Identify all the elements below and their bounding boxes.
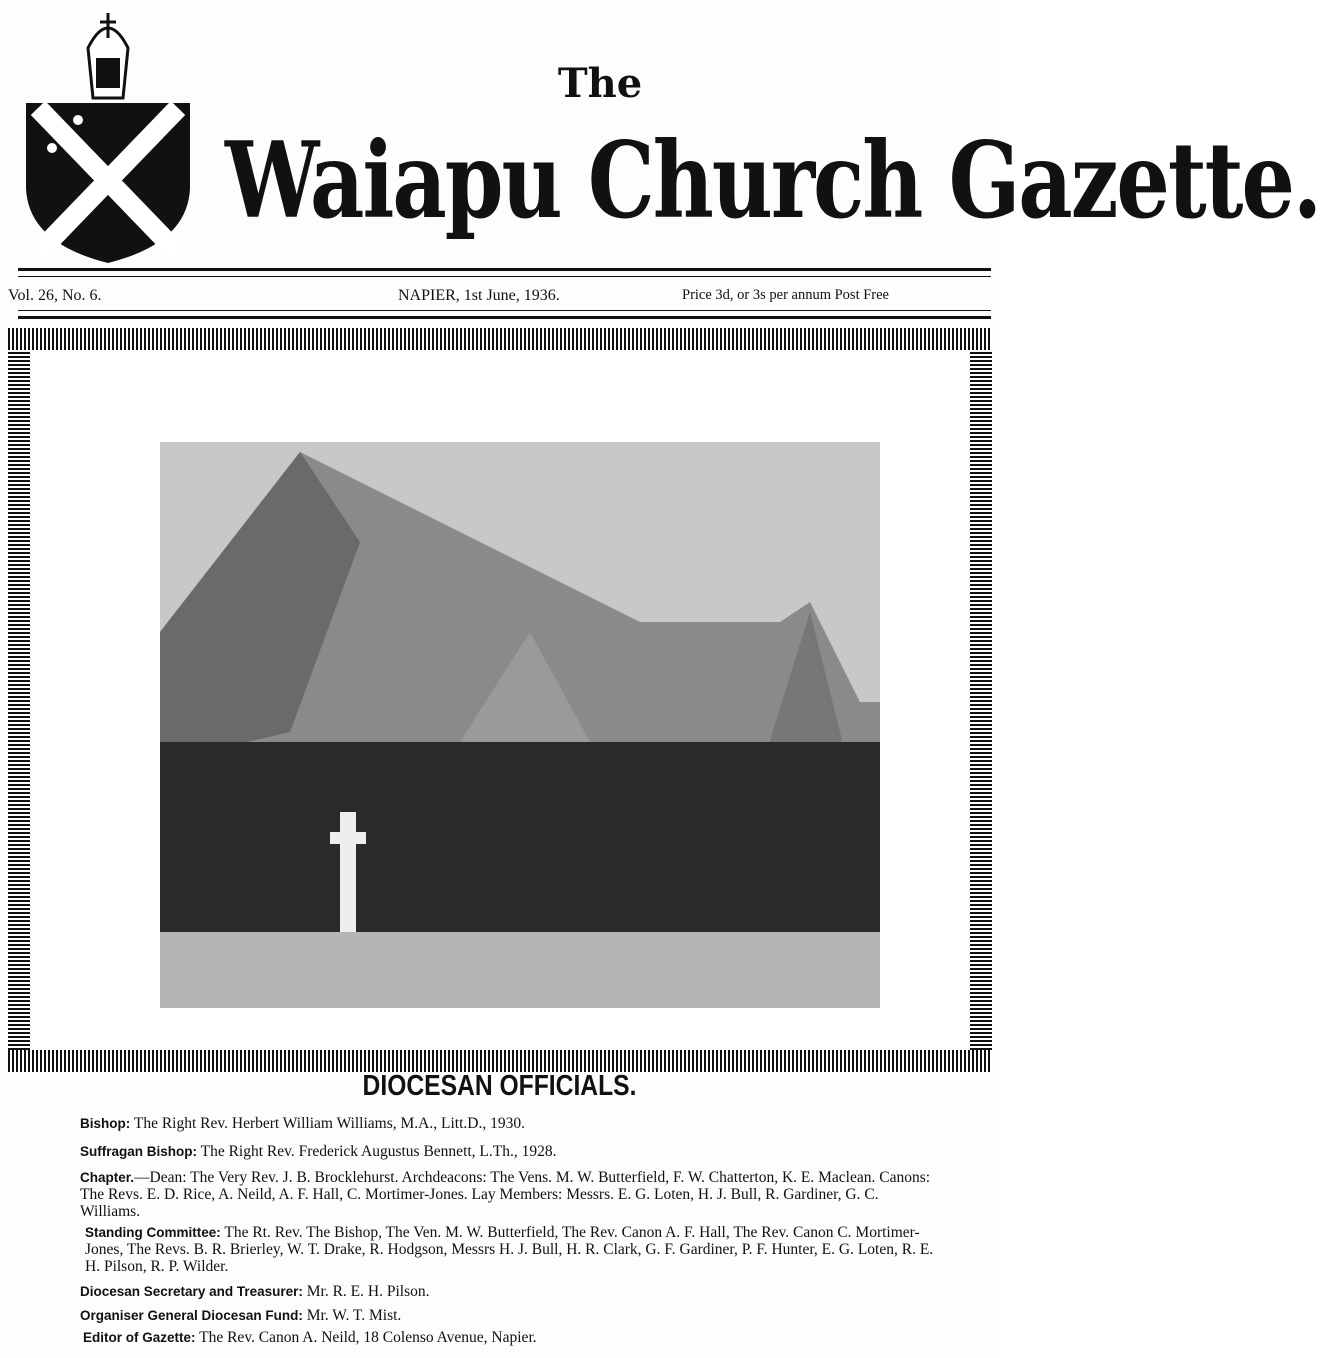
church-photo: [160, 442, 880, 1008]
official-entry: [80, 1115, 940, 1132]
entry-text: The Rev. Canon A. Neild, 18 Colenso Avenue, Napier.: [199, 1329, 537, 1346]
official-entry: [83, 1329, 943, 1346]
official-entry: [80, 1143, 940, 1160]
entry-label: Chapter.: [80, 1170, 135, 1185]
official-entry: [80, 1283, 940, 1300]
divider: [18, 310, 991, 311]
entry-label: Organiser General Diocesan Fund:: [80, 1308, 303, 1323]
volume-number: Vol. 26, No. 6.: [8, 287, 102, 304]
entry-text: Mr. W. T. Mist.: [306, 1307, 402, 1324]
place-date: NAPIER, 1st June, 1936.: [398, 287, 560, 304]
entry-text: —Dean: The Very Rev. J. B. Brocklehurst. Archdeacons: The Vens. M. W. Butterfield, F. W. Chatterton, K. E. Maclean. Canons: The Revs. E. D. Rice, A. Neild, A. F. Hall, C. Mortimer-Jones. Lay Members: Messrs. E. G. Loten, H. J. Bull, R. Gardiner, G. C. Williams.: [80, 1169, 931, 1220]
masthead-title: Waiapu Church Gazette.: [225, 118, 1320, 242]
official-entry: [85, 1224, 945, 1275]
divider: [18, 276, 991, 277]
entry-text: The Rt. Rev. The Bishop, The Ven. M. W. Butterfield, The Rev. Canon A. F. Hall, The Rev. Canon C. Mortimer-Jones, The Revs. B. R. Brierley, W. T. Drake, R. Hodgson, Messrs H. J. Bull, H. R. Clark, G. F. Gardiner, P. F. Hunter, E. G. Loten, R. E. H. Pilson, R. P. Wilder.: [85, 1224, 934, 1275]
masthead-the: The: [557, 60, 643, 107]
price: Price 3d, or 3s per annum Post Free: [682, 287, 889, 303]
officials-heading: DIOCESAN OFFICIALS.: [362, 1070, 637, 1102]
entry-label: Suffragan Bishop:: [80, 1144, 197, 1159]
official-entry: [80, 1169, 940, 1220]
entry-text: The Right Rev. Herbert William Williams, M.A., Litt.D., 1930.: [133, 1115, 525, 1132]
entry-label: Bishop:: [80, 1116, 131, 1131]
divider: [18, 316, 991, 319]
divider: [18, 268, 991, 271]
entry-label: Editor of Gazette:: [83, 1330, 196, 1345]
entry-label: Standing Committee:: [85, 1225, 221, 1240]
entry-label: Diocesan Secretary and Treasurer:: [80, 1284, 303, 1299]
photo-frame: [8, 328, 992, 1072]
diocesan-crest-icon: [18, 8, 198, 266]
official-entry: [80, 1307, 940, 1324]
entry-text: The Right Rev. Frederick Augustus Bennett, L.Th., 1928.: [200, 1143, 557, 1160]
entry-text: Mr. R. E. H. Pilson.: [306, 1283, 430, 1300]
